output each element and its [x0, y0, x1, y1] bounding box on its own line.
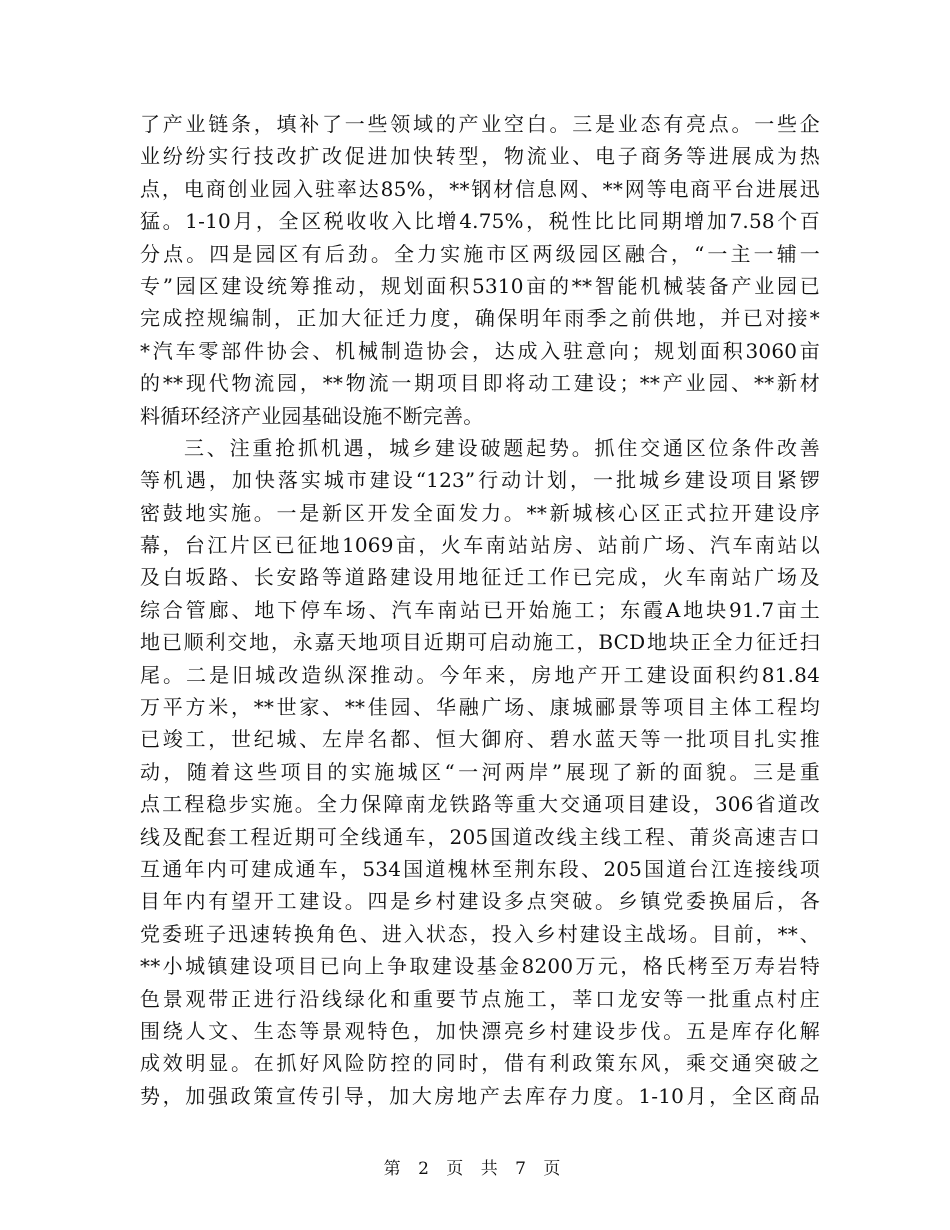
text-line: 幕，台江片区已征地1069亩，火车南站站房、站前广场、汽车南站以 [140, 533, 820, 558]
text-line: 动，随着这些项目的实施城区“一河两岸”展现了新的面貌。三是重 [140, 759, 820, 784]
text-line: 分点。四是园区有后劲。全力实施市区两级园区融合，“一主一辅一 [140, 241, 820, 266]
text-line: 完成控规编制，正加大征迁力度，确保明年雨季之前供地，并已对接* [140, 306, 820, 331]
text-line: 色景观带正进行沿线绿化和重要节点施工，莘口龙安等一批重点村庄 [140, 986, 820, 1011]
text-line: 的**现代物流园，**物流一期项目即将动工建设；**产业园、**新材 [140, 371, 820, 396]
page-number-footer: 第 2 页 共 7 页 [383, 1159, 567, 1179]
text-line: 业纷纷实行技改扩改促进加快转型，物流业、电子商务等进展成为热 [140, 144, 820, 169]
text-line: 线及配套工程近期可全线通车，205国道改线主线工程、莆炎高速吉口 [140, 824, 820, 849]
text-line: 猛。1-10月，全区税收收入比增4.75%，税性比比同期增加7.58个百 [140, 209, 820, 234]
text-line: 点，电商创业园入驻率达85%，**钢材信息网、**网等电商平台进展迅 [140, 176, 820, 201]
text-line: 地已顺利交地，永嘉天地项目近期可启动施工，BCD地块正全力征迁扫 [140, 630, 820, 655]
section-heading-line: 三、注重抢抓机遇，城乡建设破题起势。抓住交通区位条件改善 [184, 435, 820, 460]
text-line: 互通年内可建成通车，534国道槐林至荆东段、205国道台江连接线项 [140, 856, 820, 881]
body-text [140, 108, 820, 1112]
text-line: 了产业链条，填补了一些领域的产业空白。三是业态有亮点。一些企 [140, 112, 820, 136]
text-line: 密鼓地实施。一是新区开发全面发力。**新城核心区正式拉开建设序 [140, 500, 820, 525]
text-line: 万平方米，**世家、**佳园、华融广场、康城郦景等项目主体工程均 [140, 695, 820, 720]
text-line: 尾。二是旧城改造纵深推动。今年来，房地产开工建设面积约81.84 [140, 662, 820, 687]
text-line: 综合管廊、地下停车场、汽车南站已开始施工；东霞A地块91.7亩土 [140, 597, 820, 622]
text-line: *汽车零部件协会、机械制造协会，达成入驻意向；规划面积3060亩 [140, 338, 820, 363]
text-line: 点工程稳步实施。全力保障南龙铁路等重大交通项目建设，306省道改 [140, 792, 820, 817]
text-line: **小城镇建设项目已向上争取建设基金8200万元，格氏栲至万寿岩特 [140, 954, 820, 979]
text-line: 料循环经济产业园基础设施不断完善。 [140, 403, 484, 428]
text-line: 围绕人文、生态等景观特色，加快漂亮乡村建设步伐。五是库存化解 [140, 1018, 820, 1043]
text-line: 及白坂路、长安路等道路建设用地征迁工作已完成，火车南站广场及 [140, 565, 820, 590]
text-line: 已竣工，世纪城、左岸名都、恒大御府、碧水蓝天等一批项目扎实推 [140, 727, 820, 752]
text-line: 势，加强政策宣传引导，加大房地产去库存力度。1-10月，全区商品 [140, 1083, 820, 1108]
text-line: 党委班子迅速转换角色、进入状态，投入乡村建设主战场。目前，**、 [140, 921, 820, 946]
text-line: 成效明显。在抓好风险防控的同时，借有利政策东风，乘交通突破之 [140, 1051, 820, 1076]
text-line: 目年内有望开工建设。四是乡村建设多点突破。乡镇党委换届后，各 [140, 889, 820, 914]
text-line: 等机遇，加快落实城市建设“123”行动计划，一批城乡建设项目紧锣 [140, 468, 820, 493]
text-line: 专”园区建设统筹推动，规划面积5310亩的**智能机械装备产业园已 [140, 273, 820, 298]
